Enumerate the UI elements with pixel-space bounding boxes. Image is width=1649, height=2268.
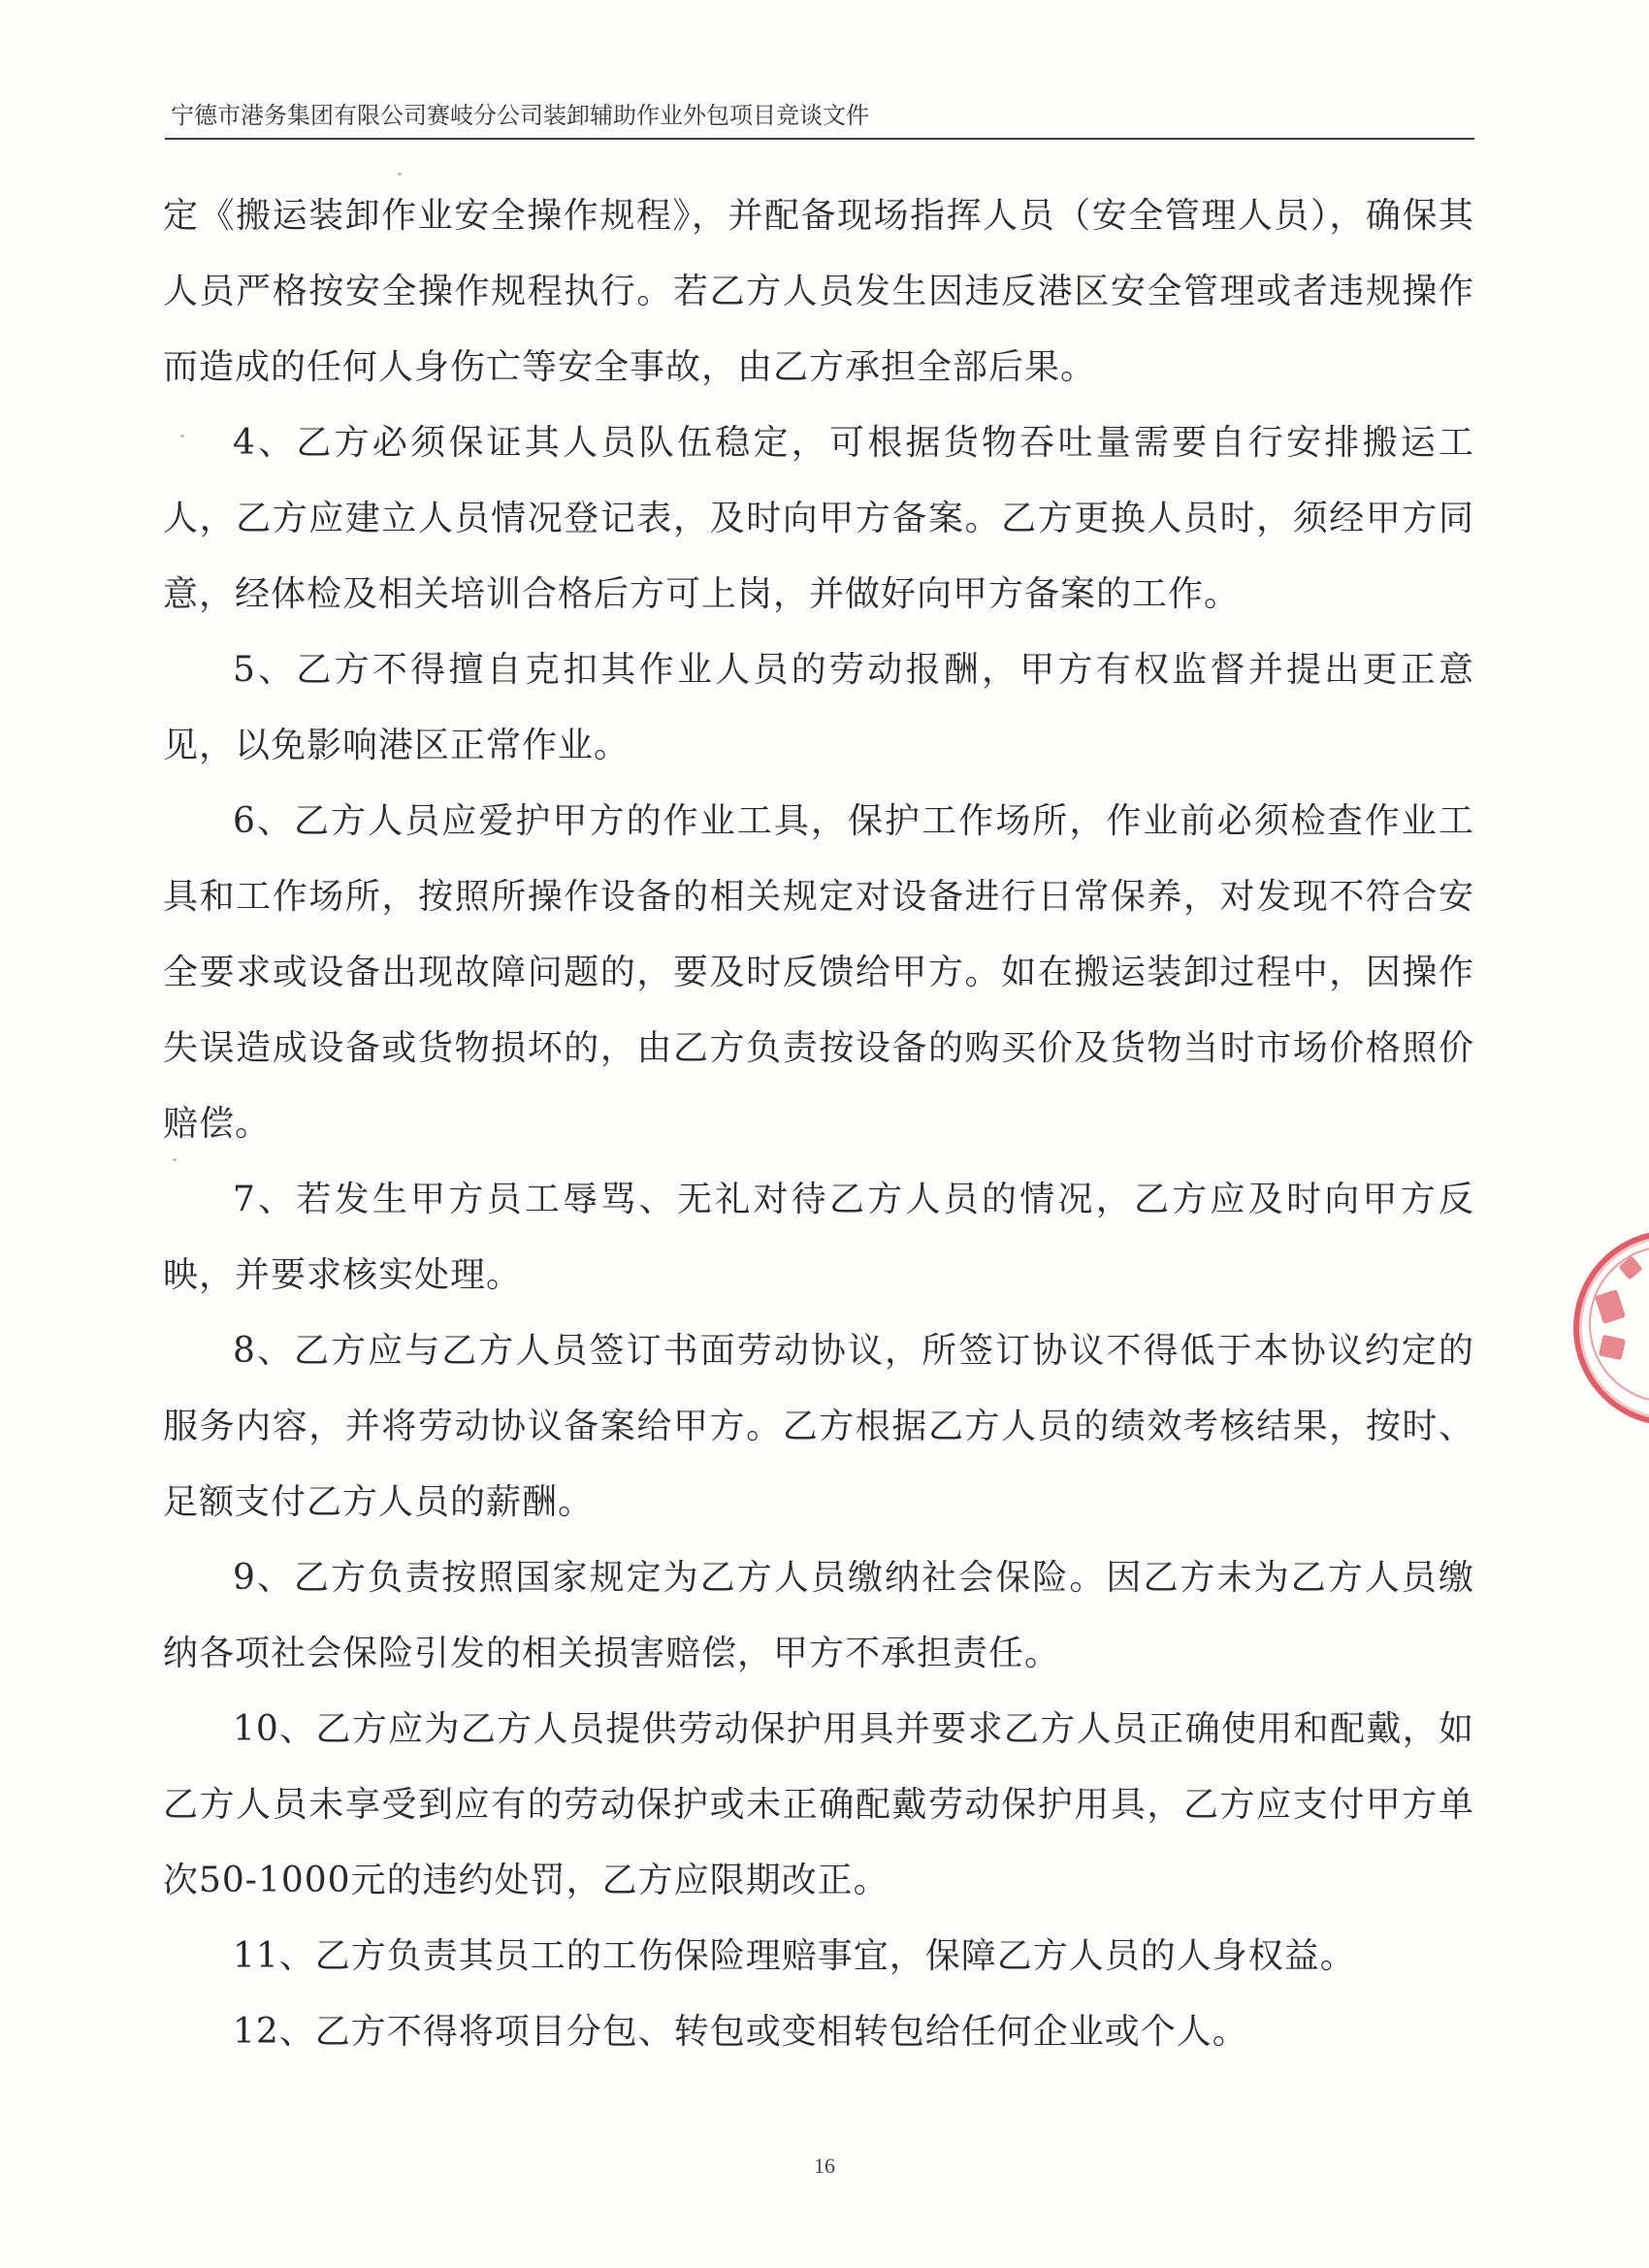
paragraph-clause-4: 4、乙方必须保证其人员队伍稳定，可根据货物吞吐量需要自行安排搬运工人，乙方应建立人员情况登记表，及时向甲方备案。乙方更换人员时，须经甲方同意，经体检及相关培训合格后方可上岗，并做好向甲方备案的工作。 [163, 423, 1474, 614]
paragraph-clause-7: 7、若发生甲方员工辱骂、无礼对待乙方人员的情况，乙方应及时向甲方反映，并要求核实处理。 [163, 1180, 1474, 1295]
paragraph-continuation: 定《搬运装卸作业安全操作规程》，并配备现场指挥人员（安全管理人员），确保其人员严格按安全操作规程执行。若乙方人员发生因违反港区安全管理或者违规操作而造成的任何人身伤亡等安全事故，由乙方承担全部后果。 [163, 196, 1474, 387]
paragraph-clause-5: 5、乙方不得擅自克扣其作业人员的劳动报酬，甲方有权监督并提出更正意见，以免影响港区正常作业。 [163, 650, 1474, 765]
document-body [163, 178, 1474, 2070]
paragraph-clause-12: 12、乙方不得将项目分包、转包或变相转包给任何企业或个人。 [233, 2012, 1248, 2052]
red-seal-stamp [1573, 1230, 1649, 1426]
scan-speck [398, 173, 402, 176]
scan-speck [390, 1564, 394, 1567]
seal-character-mark [1599, 1335, 1626, 1361]
paragraph-clause-6: 6、乙方人员应爱护甲方的作业工具，保护工作场所，作业前必须检查作业工具和工作场所，按照所操作设备的相关规定对设备进行日常保养，对发现不符合安全要求或设备出现故障问题的，要及时反馈给甲方。如在搬运装卸过程中，因操作失误造成设备或货物损坏的，由乙方负责按设备的购买价及货物当时市场价格照价赔偿。 [163, 801, 1474, 1144]
paragraph-clause-11: 11、乙方负责其员工的工伤保险理赔事宜，保障乙方人员的人身权益。 [233, 1936, 1356, 1976]
scan-speck [180, 435, 184, 437]
page-header [165, 93, 1474, 140]
page-number: 16 [814, 2154, 835, 2178]
header-title: 宁德市港务集团有限公司赛岐分公司装卸辅助作业外包项目竞谈文件 [171, 102, 869, 129]
scan-speck [173, 1158, 177, 1161]
paragraph-clause-9: 9、乙方负责按照国家规定为乙方人员缴纳社会保险。因乙方未为乙方人员缴纳各项社会保险引发的相关损害赔偿，甲方不承担责任。 [163, 1558, 1474, 1673]
paragraph-clause-8: 8、乙方应与乙方人员签订书面劳动协议，所签订协议不得低于本协议约定的服务内容，并将劳动协议备案给甲方。乙方根据乙方人员的绩效考核结果，按时、足额支付乙方人员的薪酬。 [163, 1331, 1474, 1522]
paragraph-clause-10: 10、乙方应为乙方人员提供劳动保护用具并要求乙方人员正确使用和配戴，如乙方人员未享受到应有的劳动保护或未正确配戴劳动保护用具，乙方应支付甲方单次50-1000元的违约处罚，乙方应限期改正。 [163, 1709, 1474, 1900]
